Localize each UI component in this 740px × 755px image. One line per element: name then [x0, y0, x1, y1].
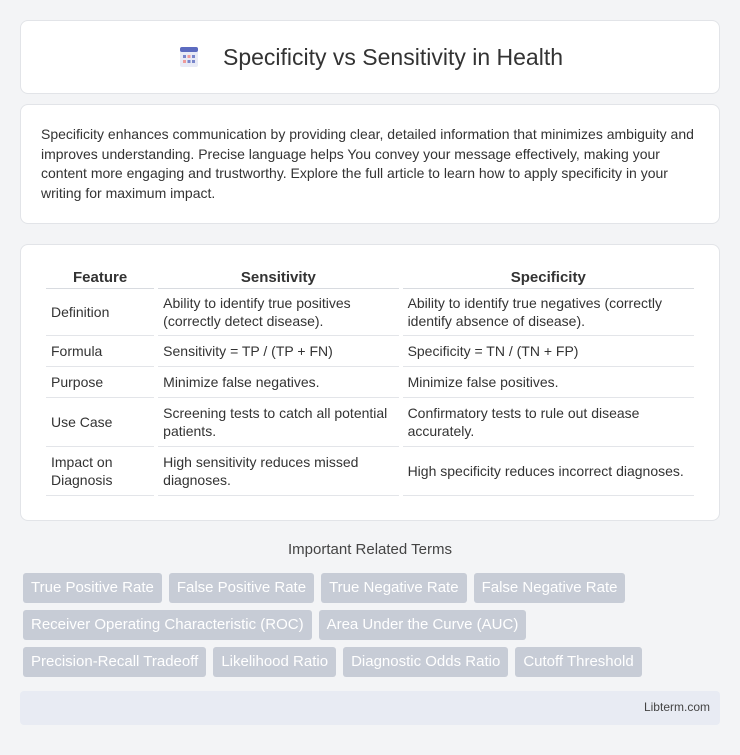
- related-terms-heading: Important Related Terms: [288, 541, 452, 558]
- table-row: [46, 289, 694, 336]
- footer-site-link[interactable]: Libterm.com: [643, 700, 710, 714]
- tag-row: [23, 610, 723, 640]
- tag-precision-recall-tradeoff[interactable]: Precision-Recall Tradeoff: [23, 647, 206, 677]
- column-header-sensitivity: Sensitivity: [158, 265, 398, 289]
- tag-cutoff-threshold[interactable]: Cutoff Threshold: [515, 647, 641, 677]
- header-card: [20, 20, 720, 94]
- page-title: Specificity vs Sensitivity in Health: [222, 43, 563, 70]
- specificity-cell: High specificity reduces incorrect diagnoses.: [403, 447, 694, 496]
- specificity-cell: Ability to identify true negatives (correctly identify absence of disease).: [403, 289, 694, 336]
- column-header-specificity: Specificity: [403, 265, 694, 289]
- specificity-cell: Minimize false positives.: [403, 367, 694, 398]
- sensitivity-cell: Ability to identify true positives (correctly detect disease).: [158, 289, 398, 336]
- comparison-table-card: [20, 244, 720, 521]
- title-wrap: [177, 44, 563, 71]
- document-icon: [177, 45, 201, 69]
- feature-cell: Purpose: [46, 367, 154, 398]
- intro-card: [20, 104, 720, 224]
- sensitivity-cell: Screening tests to catch all potential patients.: [158, 398, 398, 447]
- table-row: [46, 398, 694, 447]
- tag-diagnostic-odds-ratio[interactable]: Diagnostic Odds Ratio: [343, 647, 508, 677]
- table-header-row: [46, 265, 694, 289]
- sensitivity-cell: High sensitivity reduces missed diagnoses.: [158, 447, 398, 496]
- feature-cell: Formula: [46, 336, 154, 367]
- sensitivity-cell: Minimize false negatives.: [158, 367, 398, 398]
- feature-cell: Definition: [46, 289, 154, 336]
- specificity-cell: Specificity = TN / (TN + FP): [403, 336, 694, 367]
- tag-row: [23, 647, 723, 677]
- tag-roc[interactable]: Receiver Operating Characteristic (ROC): [23, 610, 312, 640]
- specificity-cell: Confirmatory tests to rule out disease accurately.: [403, 398, 694, 447]
- footer: [20, 691, 720, 725]
- tag-false-negative-rate[interactable]: False Negative Rate: [474, 573, 626, 603]
- sensitivity-cell: Sensitivity = TP / (TP + FN): [158, 336, 398, 367]
- tag-true-negative-rate[interactable]: True Negative Rate: [321, 573, 467, 603]
- tag-true-positive-rate[interactable]: True Positive Rate: [23, 573, 162, 603]
- intro-paragraph: Specificity enhances communication by providing clear, detailed information that minimizes ambiguity and improves understanding. Precise language helps You convey your message effectively, making your content more engaging and trustworthy. Explore the full article to learn how to apply specificity in your writing for maximum impact.: [41, 126, 694, 201]
- tag-row: [23, 573, 723, 603]
- feature-cell: Use Case: [46, 398, 154, 447]
- tag-likelihood-ratio[interactable]: Likelihood Ratio: [213, 647, 336, 677]
- column-header-feature: Feature: [46, 265, 154, 289]
- table-row: [46, 447, 694, 496]
- related-terms-tags: [23, 573, 723, 684]
- table-row: [46, 336, 694, 367]
- tag-false-positive-rate[interactable]: False Positive Rate: [169, 573, 314, 603]
- feature-cell: Impact on Diagnosis: [46, 447, 154, 496]
- comparison-table: [42, 265, 698, 496]
- tag-auc[interactable]: Area Under the Curve (AUC): [319, 610, 527, 640]
- table-row: [46, 367, 694, 398]
